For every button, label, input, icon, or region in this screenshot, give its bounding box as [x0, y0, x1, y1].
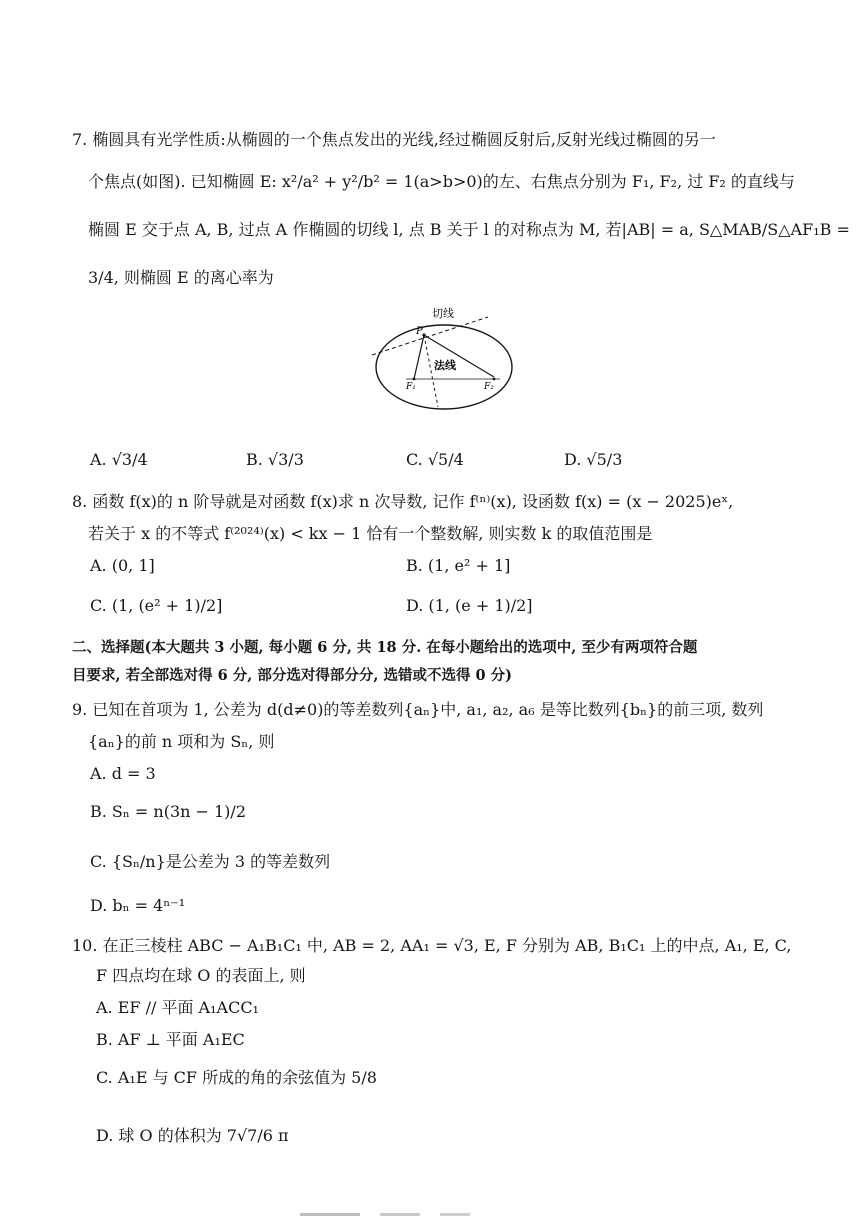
- q7-option-c: C. √5/4: [406, 450, 464, 469]
- point-f2: [493, 378, 496, 381]
- point-p: [422, 333, 425, 336]
- q9-line-2: {aₙ}的前 n 项和为 Sₙ, 则: [88, 732, 275, 751]
- label-p: P: [416, 326, 423, 337]
- q10-option-c: C. A₁E 与 CF 所成的角的余弦值为 5/8: [96, 1068, 377, 1087]
- q10-option-b: B. AF ⊥ 平面 A₁EC: [96, 1030, 245, 1049]
- q8-option-c: C. (1, (e² + 1)/2]: [90, 596, 223, 615]
- q9-line-1: 9. 已知在首项为 1, 公差为 d(d≠0)的等差数列{aₙ}中, a₁, a₂, a₆ 是等比数列{bₙ}的前三项, 数列: [72, 700, 764, 719]
- q8-option-b: B. (1, e² + 1]: [406, 556, 511, 575]
- label-tangent: 切线: [432, 307, 454, 320]
- q8-option-d: D. (1, (e + 1)/2]: [406, 596, 533, 615]
- q9-option-d: D. bₙ = 4ⁿ⁻¹: [90, 896, 186, 915]
- tangent-line: [372, 317, 488, 355]
- q8-line-1: 8. 函数 f(x)的 n 阶导就是对函数 f(x)求 n 次导数, 记作 f⁽ⁿ⁾(x), 设函数 f(x) = (x − 2025)eˣ,: [72, 492, 734, 511]
- q9-option-c: C. {Sₙ/n}是公差为 3 的等差数列: [90, 852, 331, 871]
- label-f1: F₁: [406, 382, 416, 392]
- section2-line-2: 目要求, 若全部选对得 6 分, 部分选对得部分分, 选错或不选得 0 分): [72, 667, 513, 684]
- q7-option-b: B. √3/3: [246, 450, 304, 469]
- footer-smudge: [300, 1212, 540, 1218]
- q7-line-2: 个焦点(如图). 已知椭圆 E: x²/a² + y²/b² = 1(a>b>0)的左、右焦点分别为 F₁, F₂, 过 F₂ 的直线与: [88, 172, 795, 191]
- q9-option-b: B. Sₙ = n(3n − 1)/2: [90, 802, 246, 821]
- q7-option-a: A. √3/4: [90, 450, 148, 469]
- q10-option-d: D. 球 O 的体积为 7√7/6 π: [96, 1126, 289, 1145]
- point-f1: [413, 378, 416, 381]
- q7-option-d: D. √5/3: [564, 450, 623, 469]
- ray-p-f1: [414, 335, 424, 379]
- q7-line-4: 3/4, 则椭圆 E 的离心率为: [88, 268, 274, 287]
- q7-line-1: 7. 椭圆具有光学性质:从椭圆的一个焦点发出的光线,经过椭圆反射后,反射光线过椭圆的另一: [72, 130, 716, 149]
- q8-option-a: A. (0, 1]: [90, 556, 155, 575]
- q10-option-a: A. EF // 平面 A₁ACC₁: [96, 998, 259, 1017]
- q8-line-2: 若关于 x 的不等式 f⁽²⁰²⁴⁾(x) < kx − 1 恰有一个整数解, 则实数 k 的取值范围是: [88, 524, 653, 543]
- label-f2: F₂: [484, 382, 494, 392]
- q10-line-2: F 四点均在球 O 的表面上, 则: [96, 966, 306, 985]
- ellipse-figure: [368, 303, 518, 415]
- q9-option-a: A. d = 3: [90, 764, 156, 783]
- q10-line-1: 10. 在正三棱柱 ABC − A₁B₁C₁ 中, AB = 2, AA₁ = √3, E, F 分别为 AB, B₁C₁ 上的中点, A₁, E, C,: [72, 936, 792, 955]
- section2-line-1: 二、选择题(本大题共 3 小题, 每小题 6 分, 共 18 分. 在每小题给出的选项中, 至少有两项符合题: [72, 639, 698, 656]
- q7-line-3: 椭圆 E 交于点 A, B, 过点 A 作椭圆的切线 l, 点 B 关于 l 的对称点为 M, 若|AB| = a, S△MAB/S△AF₁B =: [88, 220, 850, 239]
- label-normal: 法线: [434, 359, 456, 372]
